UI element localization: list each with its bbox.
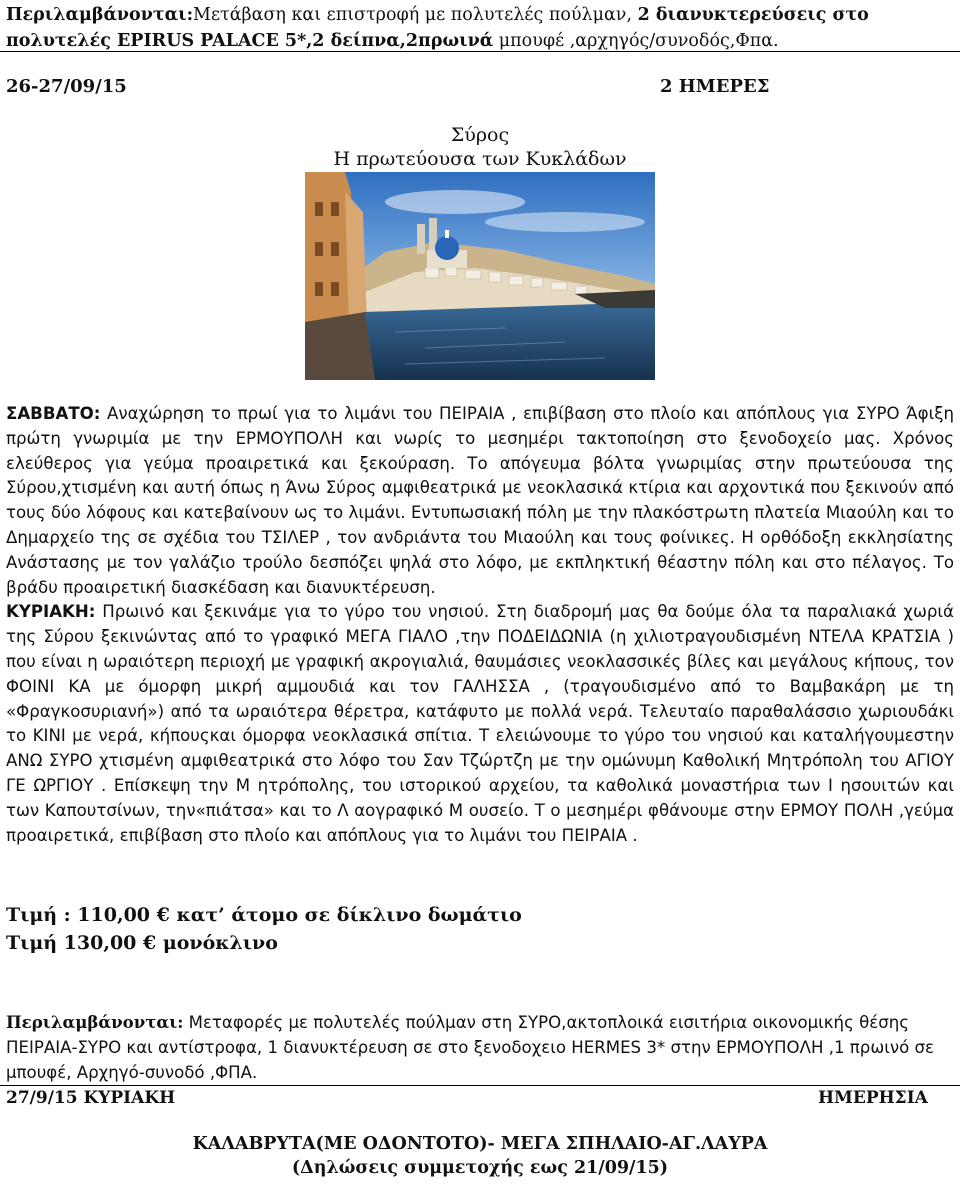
trip1-includes — [6, 1010, 954, 1085]
sunday-label: ΚΥΡΙΑΚΗ: — [6, 602, 96, 622]
price-double: Τιμή : 110,00 € κατ’ άτομο σε δίκλινο δωμάτιο — [6, 904, 522, 926]
trip1-tagline: Η πρωτεύουσα των Κυκλάδων — [333, 148, 627, 170]
saturday-paragraph — [6, 402, 954, 600]
trip2-route: ΚΑΛΑΒΡΥΤΑ(ΜΕ ΟΔΟΝΤΟΤΟ)- ΜΕΓΑ ΣΠΗΛΑΙΟ-ΑΓ.ΛΑΥΡΑ — [192, 1134, 768, 1154]
trip2-duration: ΗΜΕΡΗΣΙΑ — [818, 1088, 928, 1108]
trip2-date: 27/9/15 ΚΥΡΙΑΚΗ — [6, 1088, 176, 1108]
intro-paragraph — [6, 2, 954, 54]
saturday-text: Αναχώρηση το πρωί για το λιμάνι του ΠΕΙΡΑΙΑ , επιβίβαση στο πλοίο και απόπλους για ΣΥΡΟ Άφιξη πρώτη γνωριμία με την ΕΡΜΟΥΠΟΛΗ και νωρίς το μεσημέρι τακτοποίηση στο ξενοδοχείο μας. Χρόνος ελεύθερος για γεύμα προαιρετικά και ξεκούραση. Το απόγευμα βόλτα γνωριμίας στην πρωτεύουσα της Σύρου,χτισμένη και αυτή όπως η Άνω Σύρος αμφιθεατρικά με νεοκλασικά κτίρια και αρχοντικά που ξεκινούν από τους δύο λόφους και κατεβαίνουν ως το λιμάνι. Εντυπωσιακή πόλη με την πλακόστρωτη πλατεία Μιαούλη και το Δημαρχείο της σε σχέδια του ΤΣΙΛΕΡ , τον ανδριάντα του Μιαούλη και τους φοίνικες. Η ορθόδοξη εκκλησίατης Ανάστασης με τον γαλάζιο τρούλο δεσπόζει ψηλά στο λόφο, με εκπληκτική θέαστην πόλη και στο πέλαγος. Το βράδυ προαιρετική διασκέδαση και διανυκτέρευση. — [6, 404, 954, 597]
intro-text-2: μπουφέ ,αρχηγός/συνοδός,Φπα. — [493, 31, 779, 51]
trip1-destination: Σύρος — [450, 124, 510, 146]
includes-text: Μεταφορές με πολυτελές πούλμαν στη ΣΥΡΟ,ακτοπλοικά εισιτήρια οικονομικής θέσης ΠΕΙΡΑΙΑ-ΣΥΡΟ και αντίστροφα, 1 διανυκτέρευση σε στο ξενοδοχειο HERMES 3* στην ΕΡΜΟΥΠΟΛΗ ,1 πρωινό σε μπουφέ, Αρχηγό-συνοδό ,ΦΠΑ. — [6, 1013, 935, 1082]
price-single: Τιμή 130,00 € μονόκλινο — [6, 932, 278, 954]
divider-top — [0, 51, 960, 52]
sunday-paragraph — [6, 600, 954, 848]
intro-text-bold: 2 διανυκτερεύσεις στο πολυτελές EPIRUS PALACE 5*,2 δείπνα,2πρωινά — [6, 5, 869, 51]
trip2-deadline: (Δηλώσεις συμμετοχής εως 21/09/15) — [291, 1158, 669, 1178]
intro-text-1: Μετάβαση και επιστροφή με πολυτελές πούλμαν, — [193, 5, 638, 25]
divider-bottom — [0, 1085, 960, 1086]
intro-label: Περιλαμβάνονται: — [6, 5, 194, 25]
sunday-text: Πρωινό και ξεκινάμε για το γύρο του νησιού. Στη διαδρομή μας θα δούμε όλα τα παραλιακά χωριά της Σύρου ξεκινώντας από το γραφικό ΜΕΓΑ ΓΙΑΛΟ ,την ΠΟΔΕΙΔΩΝΙΑ (η χιλιοτραγουδισμένη ΝΤΕΛΑ ΚΡΑΤΣΙΑ ) που είναι η ωραιότερη περιοχή με γραφική ακρογιαλιά, θαυμάσιες νεοκλασσικές βίλες και μεγάλους κήπους, τον ΦΟΙΝΙ ΚΑ με όμορφη μικρή αμμουδιά και τον ΓΑΛΗΣΣΑ , (τραγουδισμένο από το Βαμβακάρη με τη «Φραγκοσυριανή») από τα ωραιότερα θέρετρα, κατάφυτο με πολλά νερά. Τελευταίο παραθαλάσσιο χωριουδάκι το ΚΙΝΙ με νερά, κήπουςκαι όμορφα νεοκλασικά σπίτια. Τ ελειώνουμε το γύρο του νησιού και καταλήγουμεστην ΑΝΩ ΣΥΡΟ χτισμένη αμφιθεατρικά στο λόφο του Σαν Τζώρτζη με την ομώνυμη Καθολική Μητρόπολη του ΑΓΙΟΥ ΓΕ ΩΡΓΙΟΥ . Επίσκεψη την Μ ητρόπολης, του ιστορικού αρχείου, τα καθολικά μοναστήρια των Ι ησουιτών και των Καπουτσίνων, την«πιάτσα» και το Λ αογραφικό Μ ουσείο. Τ ο μεσημέρι φθάνουμε στην ΕΡΜΟΥ ΠΟΛΗ ,γεύμα προαιρετικά, επιβίβαση στο πλοίο και απόπλους για το λιμάνι του ΠΕΙΡΑΙΑ . — [6, 602, 954, 845]
trip1-itinerary — [6, 402, 954, 848]
includes-label: Περιλαμβάνονται: — [6, 1012, 184, 1032]
trip1-dates: 26-27/09/15 — [6, 76, 127, 97]
syros-photo — [305, 172, 655, 380]
trip1-duration: 2 ΗΜΕΡΕΣ — [660, 76, 770, 97]
saturday-label: ΣΑΒΒΑΤΟ: — [6, 404, 101, 423]
